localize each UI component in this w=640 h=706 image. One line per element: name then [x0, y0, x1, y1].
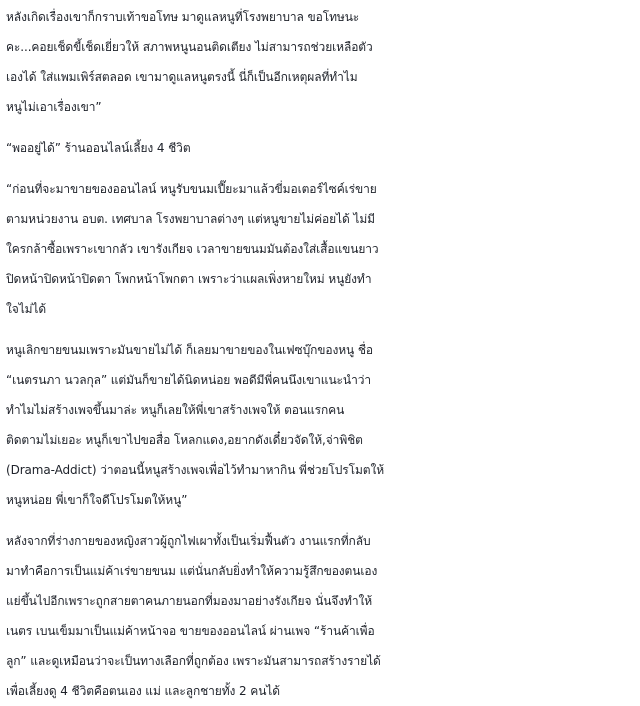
heading-line: “พออยู่ได้” ร้านออนไลน์เลี้ยง 4 ชีวิต — [6, 141, 191, 155]
text-line: ปิดหน้าปิดหน้าปิดตา โพกหน้าโพกตา เพราะว่าแผลเพิ่งหายใหม่ หนูยังทำ — [6, 272, 372, 286]
paragraph-4 — [6, 526, 640, 706]
text-line: คะ...คอยเช็ดขี้เช็ดเยี่ยวให้ สภาพหนูนอนติดเตียง ไม่สามารถช่วยเหลือตัว — [6, 40, 373, 54]
paragraph-2 — [6, 174, 640, 324]
text-line: (Drama-Addict) ว่าตอนนี้หนูสร้างเพจเพื่อไว้ทำมาหากิน พี่ช่วยโปรโมตให้ — [6, 463, 385, 477]
text-line: ใครกล้าซื้อเพราะเขากลัว เขารังเกียจ เวลาขายขนมมันต้องใส่เสื้อแขนยาว — [6, 242, 379, 256]
text-line: แย่ขึ้นไปอีกเพราะถูกสายตาคนภายนอกที่มองมาอย่างรังเกียจ นั่นจึงทำให้ — [6, 594, 373, 608]
text-line: เองได้ ใส่แพมเพิร์สตลอด เขามาดูแลหนูตรงนี้ นี่ก็เป็นอีกเหตุผลที่ทำไม — [6, 70, 358, 84]
text-line: ตามหน่วยงาน อบต. เทศบาล โรงพยาบาลต่างๆ แต่หนูขายไม่ค่อยได้ ไม่มี — [6, 212, 375, 226]
text-line: ทำไมไม่สร้างเพจขึ้นมาล่ะ หนูก็เลยให้พี่เขาสร้างเพจให้ ตอนแรกคน — [6, 403, 345, 417]
text-line: ลูก” และดูเหมือนว่าจะเป็นทางเลือกที่ถูกต้อง เพราะมันสามารถสร้างรายได้ — [6, 654, 381, 668]
text-line: หลังเกิดเรื่องเขาก็กราบเท้าขอโทษ มาดูแลหนูที่โรงพยาบาล ขอโทษนะ — [6, 10, 360, 24]
text-line: “เนตรนภา นวลกุล” แต่มันก็ขายได้นิดหน่อย พอดีมีพี่คนนึงเขาแนะนำว่า — [6, 373, 372, 387]
text-line: หนูเลิกขายขนมเพราะมันขายไม่ได้ ก็เลยมาขายของในเฟซบุ๊กของหนู ชื่อ — [6, 343, 374, 357]
text-line: หนูหน่อย พี่เขาก็ใจดีโปรโมตให้หนู” — [6, 493, 188, 507]
paragraph-1 — [6, 2, 640, 122]
text-line: หนูไม่เอาเรื่องเขา” — [6, 100, 102, 114]
text-line: ใจไม่ได้ — [6, 302, 47, 316]
text-line: เนตร เบนเข็มมาเป็นแม่ค้าหน้าจอ ขายของออนไลน์ ผ่านเพจ “ร้านค้าเพื่อ — [6, 624, 375, 638]
text-line: “ก่อนที่จะมาขายของออนไลน์ หนูรับขนมเปี๊ยะมาแล้วขี่มอเตอร์ไซค์เร่ขาย — [6, 182, 377, 196]
paragraph-3 — [6, 335, 640, 515]
text-line: มาทำคือการเป็นแม่ค้าเร่ขายขนม แต่นั่นกลับยิ่งทำให้ความรู้สึกของตนเอง — [6, 564, 378, 578]
text-line: เพื่อเลี้ยงดู 4 ชีวิตคือตนเอง แม่ และลูกชายทั้ง 2 คนได้ — [6, 684, 280, 698]
text-line: ติดตามไม่เยอะ หนูก็เขาไปขอสื่อ โหลกแดง,อยากดังเดี๋ยวจัดให้,จ่าพิชิต — [6, 433, 363, 447]
text-line: หลังจากที่ร่างกายของหญิงสาวผู้ถูกไฟเผาทั้งเป็นเริ่มฟื้นตัว งานแรกที่กลับ — [6, 534, 371, 548]
section-heading — [6, 133, 640, 163]
